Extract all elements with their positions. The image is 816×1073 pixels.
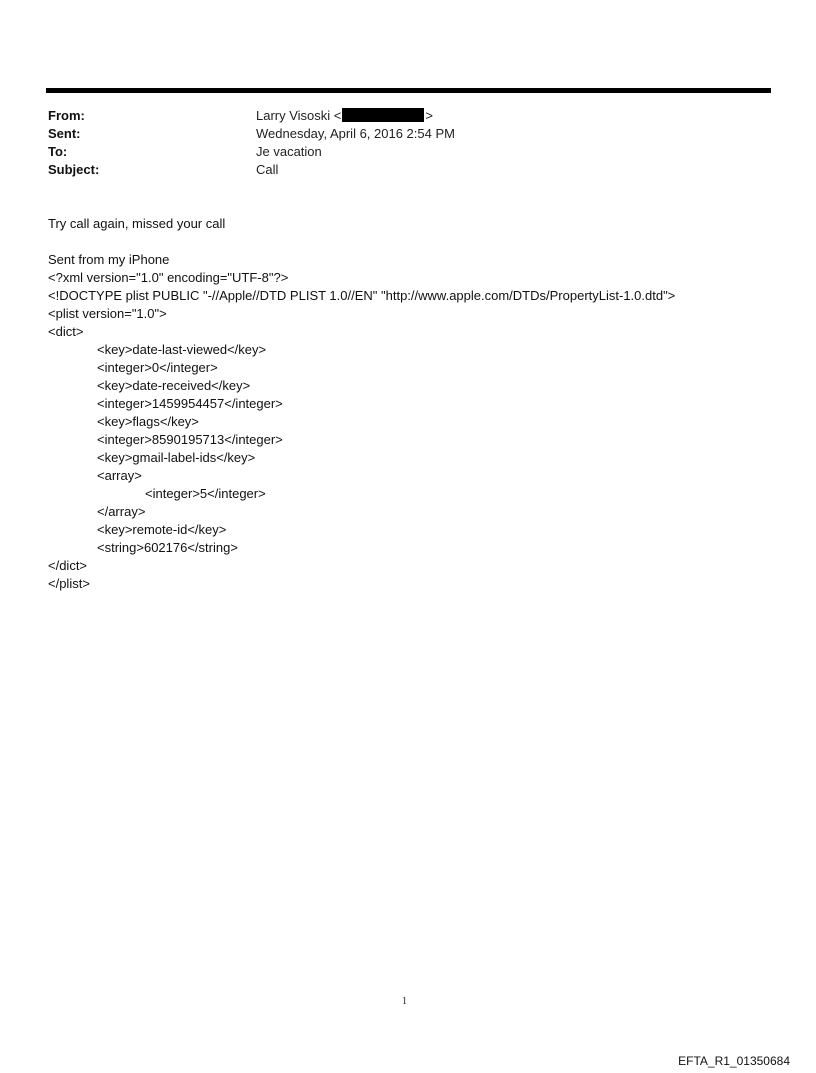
plist-line: <plist version="1.0"> — [48, 306, 167, 321]
plist-line: <integer>0</integer> — [97, 360, 218, 375]
message-text: Try call again, missed your call — [48, 216, 226, 231]
plist-line: <integer>1459954457</integer> — [97, 396, 283, 411]
plist-line: <integer>5</integer> — [145, 486, 266, 501]
plist-line: <string>602176</string> — [97, 540, 238, 555]
plist-line: <dict> — [48, 324, 84, 339]
plist-line: <key>date-last-viewed</key> — [97, 342, 267, 357]
from-label: From: — [48, 108, 85, 123]
plist-line: <key>remote-id</key> — [97, 522, 227, 537]
to-value: Je vacation — [256, 144, 322, 159]
to-label: To: — [48, 144, 68, 159]
subject-value: Call — [256, 162, 279, 177]
sent-label: Sent: — [48, 126, 81, 141]
page-number: 1 — [402, 996, 407, 1007]
plist-line: <integer>8590195713</integer> — [97, 432, 283, 447]
from-row — [48, 107, 748, 125]
document-id: EFTA_R1_01350684 — [678, 1054, 790, 1068]
sender-close-bracket: > — [425, 108, 433, 123]
header-divider — [46, 88, 771, 93]
plist-line: </array> — [97, 504, 146, 519]
plist-line: <key>date-received</key> — [97, 378, 251, 393]
paragraph-gap — [48, 233, 788, 251]
from-value — [256, 107, 433, 125]
email-body — [48, 215, 788, 593]
subject-row — [48, 161, 748, 179]
signature: Sent from my iPhone — [48, 252, 170, 267]
plist-line: </plist> — [48, 576, 90, 591]
plist-line: <!DOCTYPE plist PUBLIC "-//Apple//DTD PLIST 1.0//EN" "http://www.apple.com/DTDs/PropertyList-1.0.dtd"> — [48, 288, 676, 303]
redacted-email — [342, 108, 424, 122]
plist-line: <array> — [97, 468, 142, 483]
plist-line: <key>flags</key> — [97, 414, 199, 429]
sent-row — [48, 125, 748, 143]
to-row — [48, 143, 748, 161]
sender-name: Larry Visoski < — [256, 108, 342, 123]
email-header — [48, 107, 748, 179]
plist-line: </dict> — [48, 558, 88, 573]
plist-line: <key>gmail-label-ids</key> — [97, 450, 256, 465]
sent-value: Wednesday, April 6, 2016 2:54 PM — [256, 126, 455, 141]
subject-label: Subject: — [48, 162, 100, 177]
plist-line: <?xml version="1.0" encoding="UTF-8"?> — [48, 270, 289, 285]
